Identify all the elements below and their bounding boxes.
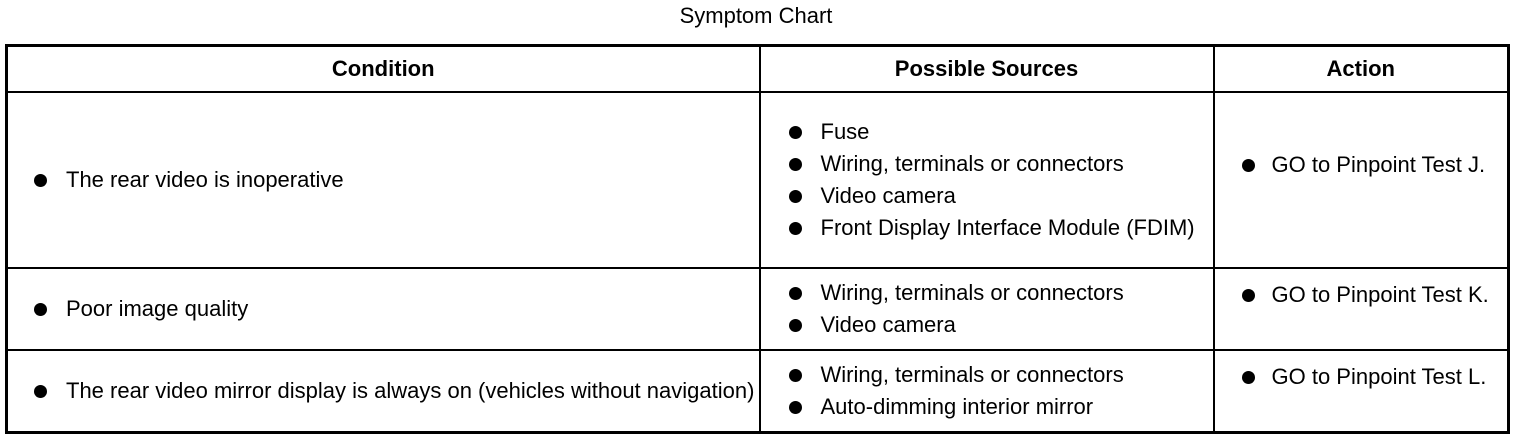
symptom-table [5, 44, 1510, 434]
table-header-row [7, 46, 1509, 93]
header-possible-sources: Possible Sources [760, 46, 1214, 93]
header-condition: Condition [7, 46, 760, 93]
table-row [7, 350, 1509, 433]
condition-item: The rear video mirror display is always on (vehicles without navigation) [8, 375, 759, 407]
sources-cell [760, 268, 1214, 350]
condition-cell [7, 92, 760, 268]
condition-item: Poor image quality [8, 293, 759, 325]
action-item: GO to Pinpoint Test L. [1215, 361, 1508, 393]
source-item: Wiring, terminals or connectors [761, 359, 1213, 391]
chart-title: Symptom Chart [679, 3, 833, 28]
source-item: Auto-dimming interior mirror [761, 391, 1213, 423]
sources-cell [760, 350, 1214, 433]
condition-cell [7, 350, 760, 433]
sources-cell [760, 92, 1214, 268]
table-row [7, 92, 1509, 268]
action-item: GO to Pinpoint Test J. [1215, 149, 1508, 181]
condition-item: The rear video is inoperative [8, 164, 759, 196]
source-item: Wiring, terminals or connectors [761, 277, 1213, 309]
action-item: GO to Pinpoint Test K. [1215, 279, 1508, 311]
source-item: Wiring, terminals or connectors [761, 148, 1213, 180]
header-action: Action [1214, 46, 1509, 93]
condition-cell [7, 268, 760, 350]
source-item: Front Display Interface Module (FDIM) [761, 212, 1213, 244]
action-cell [1214, 92, 1509, 268]
action-cell [1214, 350, 1509, 433]
source-item: Fuse [761, 116, 1213, 148]
action-cell [1214, 268, 1509, 350]
table-row [7, 268, 1509, 350]
source-item: Video camera [761, 309, 1213, 341]
source-item: Video camera [761, 180, 1213, 212]
